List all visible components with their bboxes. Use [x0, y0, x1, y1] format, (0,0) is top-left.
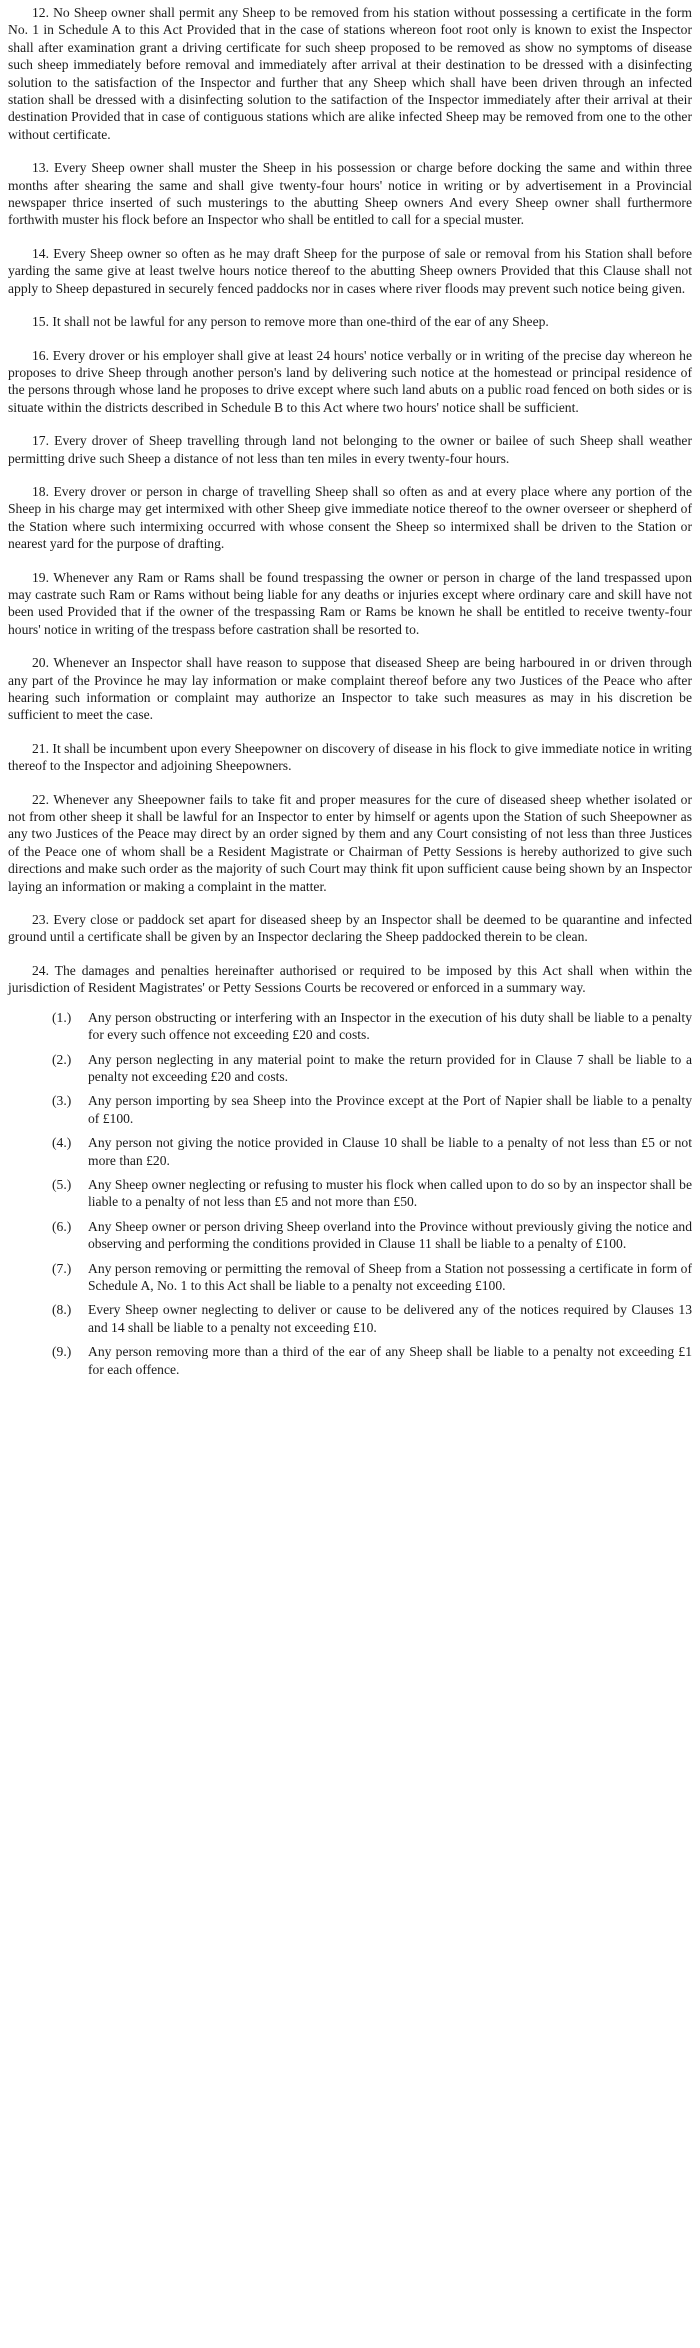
- clause-24: [8, 962, 692, 997]
- clause-text: Every drover or his employer shall give at least 24 hours' notice verbally or in writing of the precise day whereon he proposes to drive Sheep through another person's land by delivering such notice at the homestead or principal residence of the persons through whose land he proposes to drive except where such land abuts on a public road fenced on both sides or is situate within the districts described in Schedule B to this Act where two hours' notice shall be sufficient.: [8, 347, 692, 415]
- penalty-item: [8, 1092, 692, 1127]
- spacer: [8, 229, 692, 245]
- clause-14: [8, 245, 692, 297]
- clause-number: 17.: [32, 433, 49, 449]
- clause-21: [8, 740, 692, 775]
- penalty-item: [8, 1051, 692, 1086]
- clause-text: Every drover or person in charge of travelling Sheep shall so often as and at every place where any portion of the Sheep in his charge may get intermixed with other Sheep give immediate notice thereof to the owner overseer or shepherd of the Station where such intermixing occurred with whose consent the Sheep so intermixed shall be driven to the Station or nearest yard for the purpose of drafting.: [8, 483, 692, 552]
- penalty-number: (5.): [52, 1176, 72, 1192]
- penalty-text: Every Sheep owner neglecting to deliver or cause to be delivered any of the notices required by Clauses 13 and 14 shall be liable to a penalty not exceeding £10.: [88, 1302, 692, 1335]
- penalty-item: [8, 1134, 692, 1169]
- penalty-item: [8, 1009, 692, 1044]
- clause-22: [8, 791, 692, 895]
- penalty-item: [8, 1343, 692, 1378]
- spacer: [8, 638, 692, 654]
- clause-19: [8, 569, 692, 639]
- spacer: [8, 416, 692, 432]
- clause-15: [8, 313, 692, 330]
- spacer: [8, 467, 692, 483]
- penalty-text: Any person removing more than a third of the ear of any Sheep shall be liable to a penalty not exceeding £1 for each offence.: [88, 1344, 692, 1377]
- clause-number: 16.: [32, 347, 49, 363]
- clause-text: Every Sheep owner shall muster the Sheep in his possession or charge before docking the same and within three months after shearing the same and shall give twenty-four hours' notice in writing or by advertisement in a Provincial newspaper thrice inserted of such musterings to the abutting Sheep owners And every Sheep owner shall furthermore forthwith muster his flock before an Inspector who shall be entitled to call for a special muster.: [8, 160, 692, 228]
- spacer: [8, 331, 692, 347]
- penalty-number: (6.): [52, 1218, 72, 1234]
- clause-text: It shall be incumbent upon every Sheepowner on discovery of disease in his flock to give immediate notice in writing thereof to the Inspector and adjoining Sheepowners.: [8, 740, 692, 774]
- penalty-number: (8.): [52, 1302, 72, 1318]
- clause-number: 23.: [32, 912, 49, 928]
- clause-number: 12.: [32, 5, 49, 20]
- spacer: [8, 775, 692, 791]
- penalty-list: [8, 1009, 692, 1378]
- penalty-text: Any person neglecting in any material point to make the return provided for in Clause 7 shall be liable to a penalty not exceeding £20 and costs.: [88, 1051, 692, 1084]
- penalty-number: (3.): [52, 1093, 72, 1109]
- penalty-text: Any person removing or permitting the removal of Sheep from a Station not possessing a certificate in form of Schedule A, No. 1 to this Act shall be liable to a penalty not exceeding £100.: [88, 1260, 692, 1293]
- clause-number: 13.: [32, 160, 49, 176]
- spacer: [8, 297, 692, 313]
- clause-number: 19.: [32, 569, 49, 585]
- clause-number: 18.: [32, 483, 49, 499]
- penalty-item: [8, 1260, 692, 1295]
- clause-number: 14.: [32, 245, 49, 261]
- spacer: [8, 724, 692, 740]
- penalty-text: Any person importing by sea Sheep into the Province except at the Port of Napier shall be liable to a penalty of £100.: [88, 1093, 692, 1126]
- spacer: [8, 946, 692, 962]
- spacer: [8, 895, 692, 911]
- clause-text: No Sheep owner shall permit any Sheep to be removed from his station without possessing a certificate in the form No. 1 in Schedule A to this Act Provided that in the case of stations whereon foot root only is known to exist the Inspector shall after examination grant a driving certificate for such sheep proposed to be removed as show no symptoms of disease such sheep immediately before removal and immediately after arrival at their destination to be dressed with a disinfecting solution to the satisfaction of the Inspector and further that any Sheep which shall have been driven through an infected station shall be dressed with a disinfecting solution to the satifaction of the Inspector immediately after their arrival at their destination Provided that in case of contiguous stations which are alike infected Sheep may be removed from one to the other without certificate.: [8, 5, 692, 142]
- penalty-text: Any Sheep owner neglecting or refusing to muster his flock when called upon to do so by an inspector shall be liable to a penalty of not less than £5 and not more than £50.: [88, 1176, 692, 1210]
- clause-text: The damages and penalties hereinafter authorised or required to be imposed by this Act shall when within the jurisdiction of Resident Magistrates' or Petty Sessions Courts be recovered or enforced in a summary way.: [8, 962, 692, 996]
- penalty-item: [8, 1301, 692, 1336]
- clause-20: [8, 654, 692, 724]
- penalty-item: [8, 1176, 692, 1211]
- clause-text: Every close or paddock set apart for diseased sheep by an Inspector shall be deemed to be quarantine and infected ground until a certificate shall be given by an Inspector declaring the Sheep paddocked therein to be clean.: [8, 912, 693, 945]
- clause-16: [8, 347, 692, 417]
- clause-number: 15.: [32, 314, 49, 330]
- spacer: [8, 553, 692, 569]
- clause-text: Whenever any Ram or Rams shall be found trespassing the owner or person in charge of the land trespassed upon may castrate such Ram or Rams without being liable for any deaths or injuries except where ordinary care and skill have not been used Provided that if the owner of the trespassing Ram or Rams be known he shall be entitled to receive twenty-four hours' notice in writing of the trespass before castration shall be resorted to.: [8, 569, 692, 637]
- spacer: [8, 143, 692, 159]
- clause-23: [8, 911, 692, 946]
- clause-number: 20.: [32, 655, 49, 671]
- clause-text: Every Sheep owner so often as he may draft Sheep for the purpose of sale or removal from his Station shall before yarding the same give at least twelve hours notice thereof to the abutting Sheep owners Provided that this Clause shall not apply to Sheep depastured in securely fenced paddocks nor in cases where river floods may prevent such notice being given.: [8, 245, 692, 296]
- penalty-number: (7.): [52, 1260, 72, 1276]
- clause-text: Whenever an Inspector shall have reason to suppose that diseased Sheep are being harboured in or driven through any part of the Province he may lay information or make complaint thereof before any two Justices of the Peace who after hearing such information or complaint may authorize an Inspector to take such measures as may in his discretion be sufficient to meet the case.: [8, 655, 692, 723]
- clause-number: 21.: [32, 740, 49, 756]
- clause-text: Every drover of Sheep travelling through land not belonging to the owner or bailee of such Sheep shall weather permitting drive such Sheep a distance of not less than ten miles in every twenty-four hours.: [8, 433, 692, 466]
- penalty-item: [8, 1218, 692, 1253]
- penalty-number: (9.): [52, 1344, 72, 1360]
- clause-number: 24.: [32, 962, 49, 978]
- clause-12: [8, 4, 692, 143]
- clause-text: It shall not be lawful for any person to remove more than one-third of the ear of any Sheep.: [52, 314, 549, 330]
- clause-number: 22.: [32, 791, 49, 807]
- penalty-text: Any person not giving the notice provided in Clause 10 shall be liable to a penalty of not less than £5 or not more than £20.: [88, 1135, 692, 1168]
- clause-18: [8, 483, 692, 553]
- penalty-number: (2.): [52, 1051, 72, 1067]
- penalty-number: (4.): [52, 1135, 72, 1151]
- penalty-text: Any Sheep owner or person driving Sheep overland into the Province without previously giving the notice and observing and performing the conditions provided in Clause 11 shall be liable to a penalty of £100.: [88, 1218, 692, 1252]
- penalty-number: (1.): [52, 1009, 72, 1025]
- clause-13: [8, 159, 692, 229]
- clause-17: [8, 432, 692, 467]
- clause-text: Whenever any Sheepowner fails to take fit and proper measures for the cure of diseased sheep whether isolated or not from other sheep it shall be lawful for an Inspector to enter by himself or agents upon the Station of such Sheepowner as any two Justices of the Peace may direct by an order signed by them and any Court consisting of not less than three Justices of the Peace one of whom shall be a Resident Magistrate or Chairman of Petty Sessions is hereby authorized to give such directions and make such order as the majority of such Court may think fit upon sufficient cause being shown by an Inspector laying an information or making a complaint in the matter.: [8, 791, 692, 894]
- penalty-text: Any person obstructing or interfering with an Inspector in the execution of his duty shall be liable to a penalty for every such offence not exceeding £20 and costs.: [88, 1009, 692, 1043]
